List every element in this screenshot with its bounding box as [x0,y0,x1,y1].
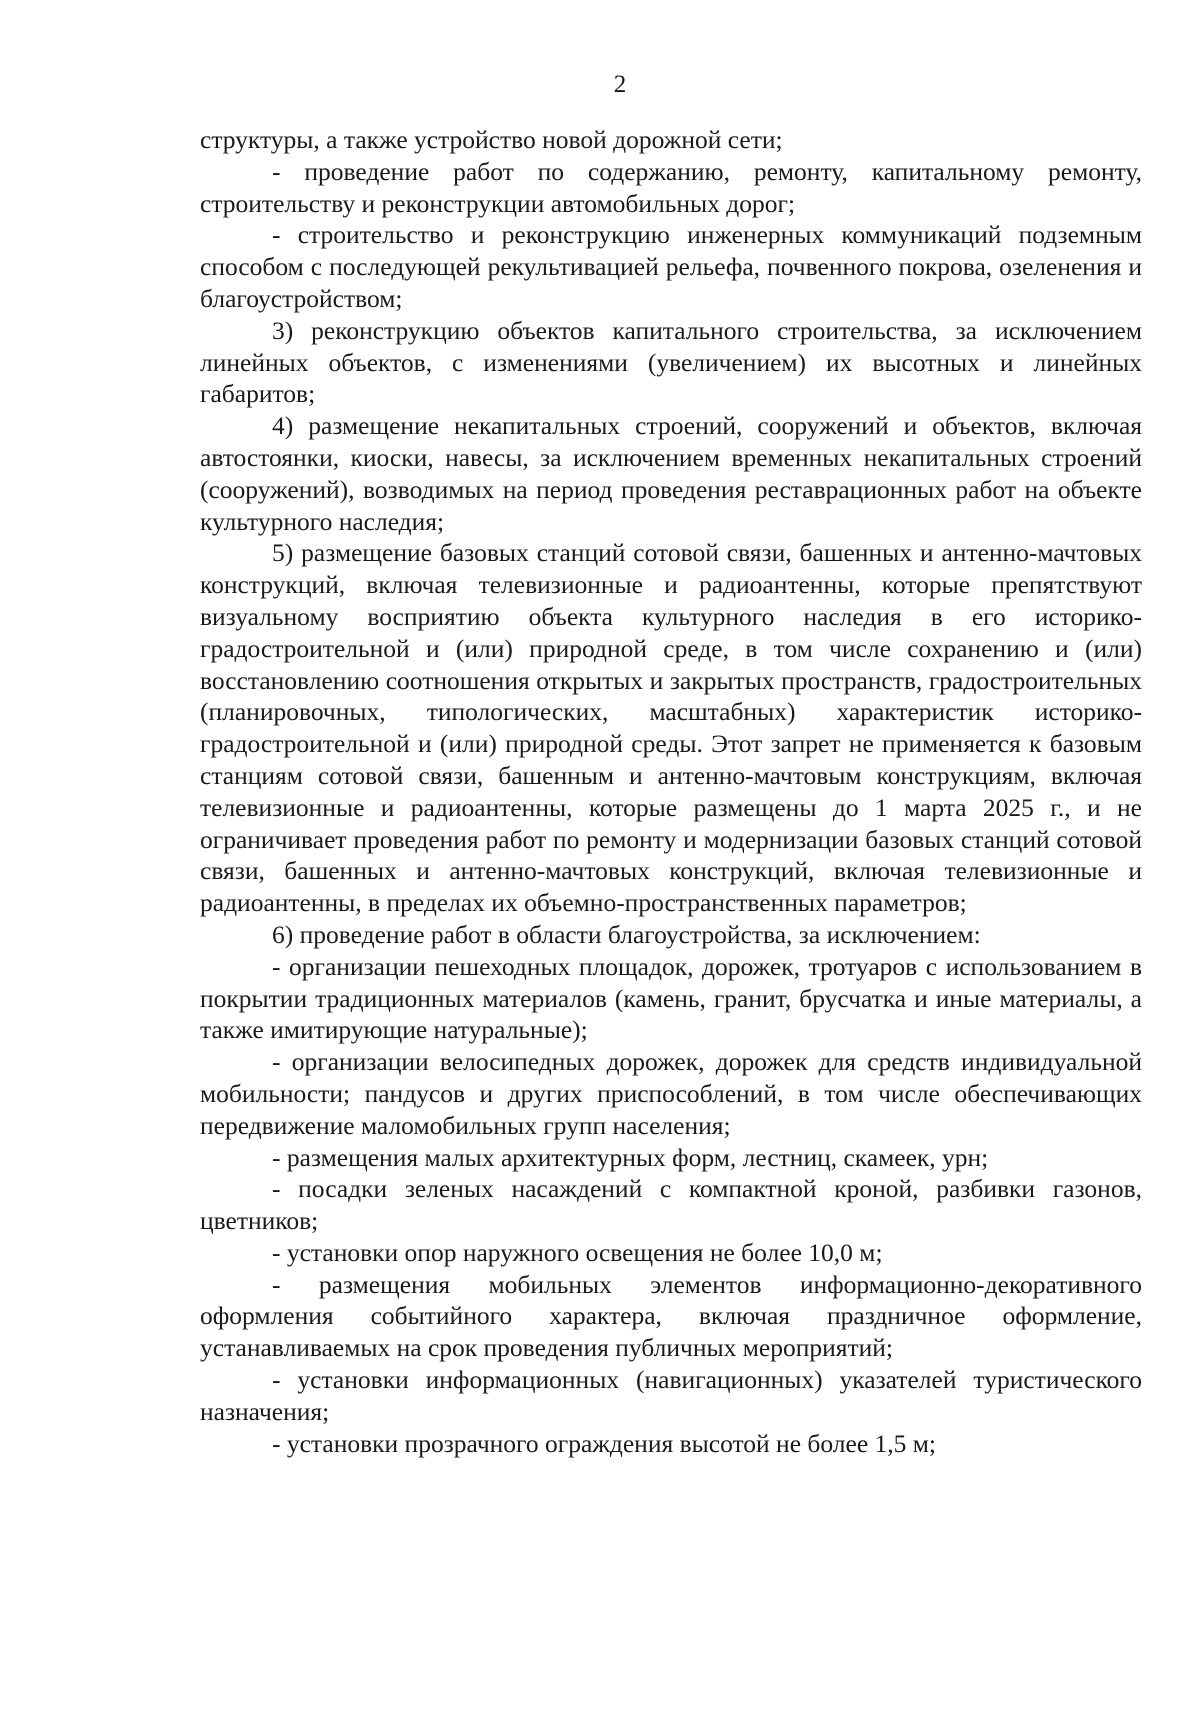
paragraph-3: - строительство и реконструкцию инженерных коммуникаций подземным способом с последующей рекультивацией рельефа, почвенного покрова, озеленения и благоустройством; [200,220,1142,313]
paragraph-12: - установки опор наружного освещения не более 10,0 м; [272,1237,883,1267]
paragraph-2: - проведение работ по содержанию, ремонту, капитальному ремонту, строительству и реконструкции автомобильных дорог; [200,156,1142,218]
paragraph-10: - размещения малых архитектурных форм, лестниц, скамеек, урн; [272,1142,989,1172]
paragraph-15: - установки прозрачного ограждения высотой не более 1,5 м; [272,1428,936,1458]
paragraph-7: 6) проведение работ в области благоустройства, за исключением: [272,919,981,949]
paragraph-4: 3) реконструкцию объектов капитального строительства, за исключением линейных объектов, с изменениями (увеличением) их высотных и линейных габаритов; [200,315,1142,409]
paragraph-13: - размещения мобильных элементов информационно-декоративного оформления событийного характера, включая праздничное оформление, устанавливаемых на срок проведения публичных мероприятий; [200,1269,1142,1363]
paragraph-9: - организации велосипедных дорожек, дорожек для средств индивидуальной мобильности; пандусов и других приспособлений, в том числе обеспечивающих передвижение маломобильных групп населения; [200,1047,1142,1140]
paragraph-8: - организации пешеходных площадок, дорожек, тротуаров с использованием в покрытии традиционных материалов (камень, гранит, брусчатка и иные материалы, а также имитирующие натуральные); [200,951,1142,1045]
document-body [200,124,1142,1459]
page-number: 2 [613,71,627,98]
paragraph-1: структуры, а также устройство новой дорожной сети; [200,125,783,154]
paragraph-14: - установки информационных (навигационных) указателей туристического назначения; [200,1365,1142,1426]
paragraph-6: 5) размещение базовых станций сотовой связи, башенных и антенно-мачтовых конструкций, включая телевизионные и радиоантенны, которые препятствуют визуальному восприятию объекта культурного наследия в его историко-градостроительной и (или) природной среде, в том числе сохранению и (или) восстановлению соотношения открытых и закрытых пространств, градостроительных (планировочных, типологических, масштабных) характеристик историко-градостроительной и (или) природной среды. Этот запрет не применяется к базовым станциям сотовой связи, башенным и антенно-мачтовым конструкциям, включая телевизионные и радиоантенны, которые размещены до 1 марта 2025 г., и не ограничивает проведения работ по ремонту и модернизации базовых станций сотовой связи, башенных и антенно-мачтовых конструкций, включая телевизионные и радиоантенны, в пределах их объемно-пространственных параметров; [200,538,1142,918]
paragraph-5: 4) размещение некапитальных строений, сооружений и объектов, включая автостоянки, киоски, навесы, за исключением временных некапитальных строений (сооружений), возводимых на период проведения реставрационных работ на объекте культурного наследия; [200,411,1142,536]
paragraph-11: - посадки зеленых насаждений с компактной кроной, разбивки газонов, цветников; [200,1174,1142,1236]
